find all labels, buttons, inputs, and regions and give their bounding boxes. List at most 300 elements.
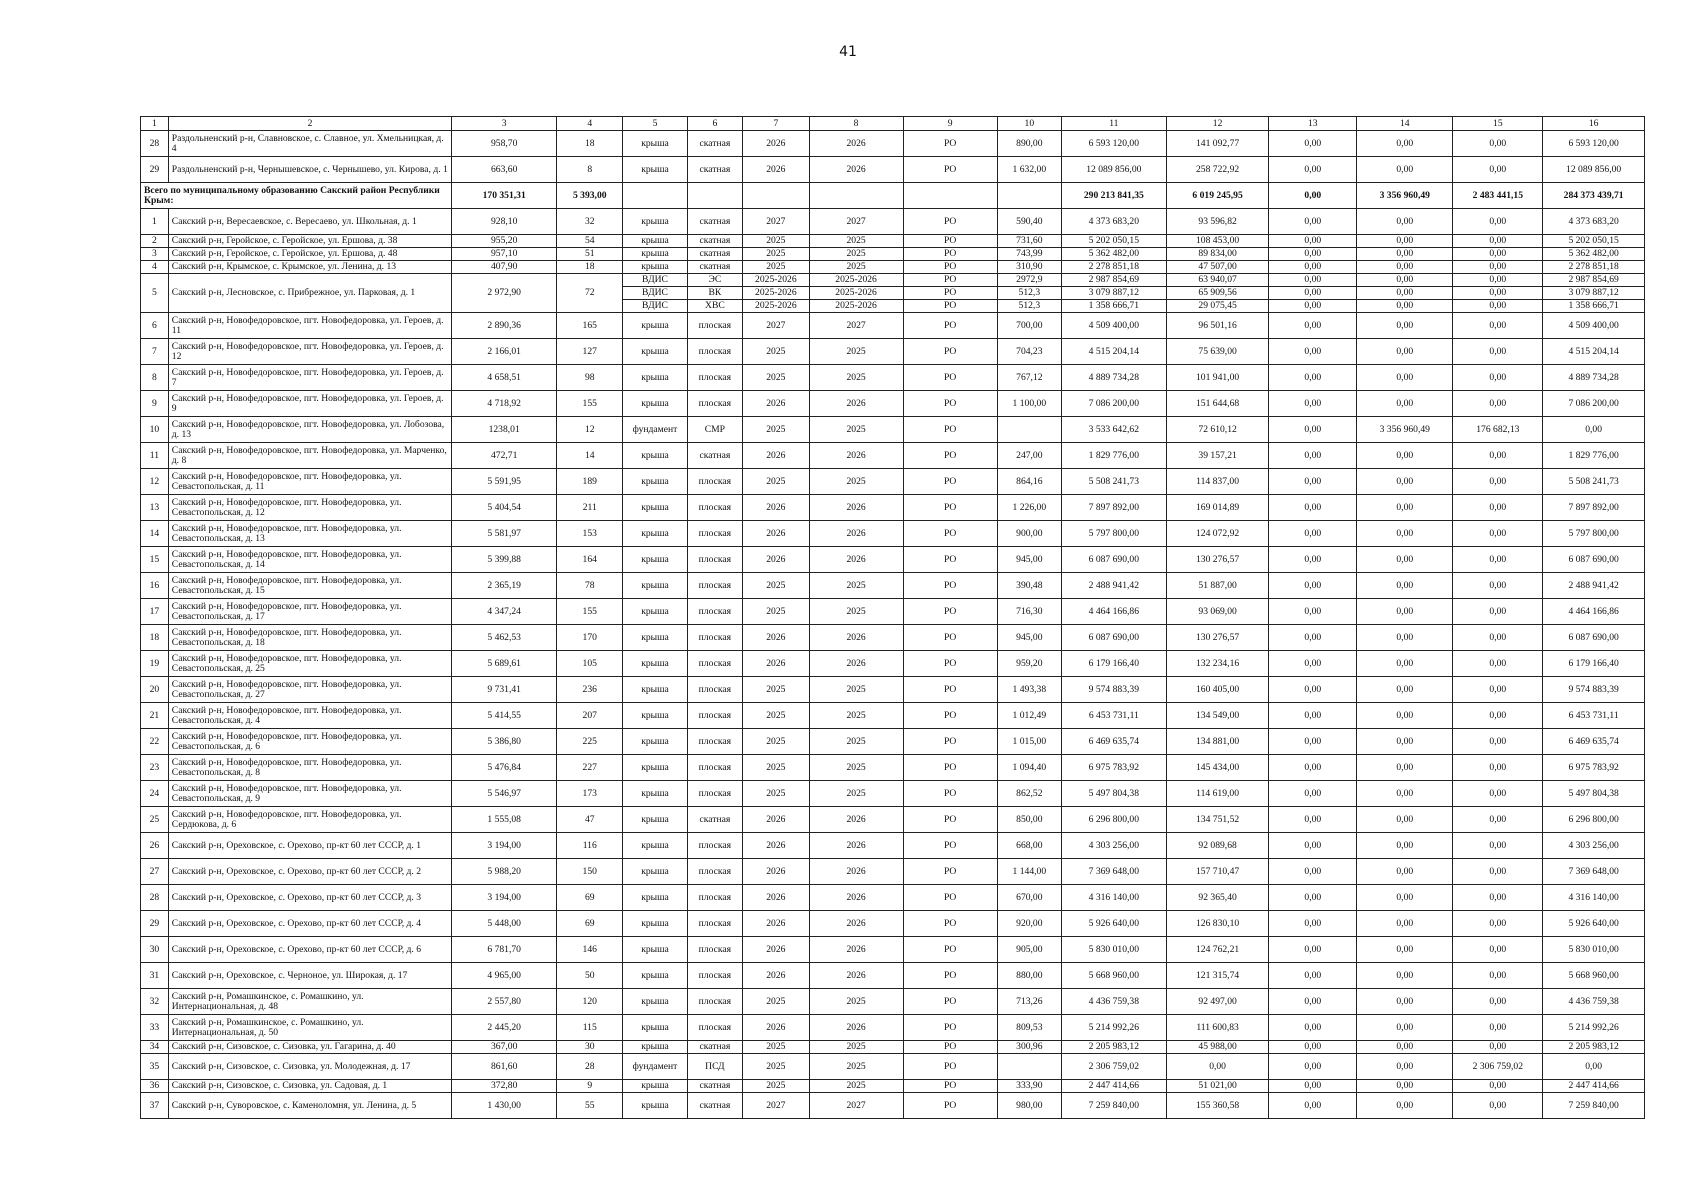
- col13-cell: 0,00: [1269, 235, 1357, 248]
- col13-cell: 0,00: [1269, 859, 1357, 885]
- col14-cell: 3 356 960,49: [1357, 417, 1453, 443]
- source-cell: РО: [903, 157, 997, 183]
- col14-cell: 0,00: [1357, 1054, 1453, 1080]
- area-cell: 472,71: [452, 443, 557, 469]
- col12-cell: 151 644,68: [1166, 391, 1269, 417]
- col14-cell: 0,00: [1357, 131, 1453, 157]
- year-end-cell: 2025: [809, 1041, 903, 1054]
- col15-cell: 0,00: [1453, 963, 1543, 989]
- kind-cell: скатная: [687, 131, 743, 157]
- year-end-cell: 2026: [809, 625, 903, 651]
- col14-cell: 0,00: [1357, 859, 1453, 885]
- source-cell: РО: [903, 391, 997, 417]
- empty-cell: [687, 183, 743, 209]
- total-cost-cell: 12 089 856,00: [1061, 157, 1166, 183]
- row-number-cell: 37: [141, 1093, 169, 1119]
- source-cell: РО: [903, 339, 997, 365]
- kind-cell: скатная: [687, 1041, 743, 1054]
- col12-cell: 63 940,07: [1166, 274, 1269, 287]
- total-cost-cell: 5 830 010,00: [1061, 937, 1166, 963]
- address-cell: Сакский р-н, Геройское, с. Геройское, ул. Ершова, д. 48: [168, 248, 451, 261]
- table-row: [141, 989, 1645, 1015]
- col12-cell: 134 881,00: [1166, 729, 1269, 755]
- volume-cell: 809,53: [997, 1015, 1061, 1041]
- kind-cell: плоская: [687, 729, 743, 755]
- col14-cell: 0,00: [1357, 469, 1453, 495]
- address-cell: Сакский р-н, Суворовское, с. Каменоломня, ул. Ленина, д. 5: [168, 1093, 451, 1119]
- residents-cell: 105: [557, 651, 623, 677]
- year-end-cell: 2026: [809, 885, 903, 911]
- volume-cell: 1 012,49: [997, 703, 1061, 729]
- row-number-cell: 18: [141, 625, 169, 651]
- year-end-cell: 2026: [809, 443, 903, 469]
- col15-cell: 0,00: [1453, 703, 1543, 729]
- year-end-cell: 2025: [809, 1054, 903, 1080]
- col14-cell: 0,00: [1357, 625, 1453, 651]
- col13-cell: 0,00: [1269, 157, 1357, 183]
- year-end-cell: 2027: [809, 1093, 903, 1119]
- col14-cell: 0,00: [1357, 703, 1453, 729]
- col13-cell: 0,00: [1269, 365, 1357, 391]
- total-cost-cell: 7 369 648,00: [1061, 859, 1166, 885]
- year-end-cell: 2026: [809, 859, 903, 885]
- year-end-cell: 2025: [809, 339, 903, 365]
- col16-cell: 6 469 635,74: [1543, 729, 1645, 755]
- col13-cell: 0,00: [1269, 300, 1357, 313]
- col12-cell: 134 751,52: [1166, 807, 1269, 833]
- col13-cell: 0,00: [1269, 1015, 1357, 1041]
- address-cell: Сакский р-н, Новофедоровское, пгт. Новофедоровка, ул. Севастопольская, д. 4: [168, 703, 451, 729]
- source-cell: РО: [903, 235, 997, 248]
- col12-cell: 114 619,00: [1166, 781, 1269, 807]
- total-cost-cell: 4 509 400,00: [1061, 313, 1166, 339]
- source-cell: РО: [903, 417, 997, 443]
- residents-cell: 211: [557, 495, 623, 521]
- col14-cell: 0,00: [1357, 573, 1453, 599]
- table-row: [141, 625, 1645, 651]
- year-start-cell: 2025-2026: [743, 274, 809, 287]
- volume-cell: 890,00: [997, 131, 1061, 157]
- area-cell: 4 965,00: [452, 963, 557, 989]
- table-row: [141, 859, 1645, 885]
- col13-cell: 0,00: [1269, 755, 1357, 781]
- element-cell: крыша: [623, 1015, 687, 1041]
- year-end-cell: 2025: [809, 261, 903, 274]
- col13-cell: 0,00: [1269, 209, 1357, 235]
- col16-total-cell: 284 373 439,71: [1543, 183, 1645, 209]
- col12-cell: 65 909,56: [1166, 287, 1269, 300]
- col13-cell: 0,00: [1269, 313, 1357, 339]
- volume-cell: 390,48: [997, 573, 1061, 599]
- col13-cell: 0,00: [1269, 651, 1357, 677]
- table-row: [141, 1093, 1645, 1119]
- source-cell: РО: [903, 1041, 997, 1054]
- col14-cell: 0,00: [1357, 1015, 1453, 1041]
- year-start-cell: 2025: [743, 755, 809, 781]
- address-cell: Сакский р-н, Новофедоровское, пгт. Новофедоровка, ул. Марченко, д. 8: [168, 443, 451, 469]
- element-cell: крыша: [623, 365, 687, 391]
- year-start-cell: 2026: [743, 833, 809, 859]
- address-cell: Сакский р-н, Вересаевское, с. Вересаево, ул. Школьная, д. 1: [168, 209, 451, 235]
- col12-cell: 124 762,21: [1166, 937, 1269, 963]
- year-start-cell: 2026: [743, 859, 809, 885]
- total-cost-cell: 5 797 800,00: [1061, 521, 1166, 547]
- source-cell: РО: [903, 729, 997, 755]
- year-end-cell: 2025: [809, 599, 903, 625]
- col16-cell: 2 447 414,66: [1543, 1080, 1645, 1093]
- col12-cell: 134 549,00: [1166, 703, 1269, 729]
- column-number-cell: 3: [452, 117, 557, 131]
- volume-cell: 850,00: [997, 807, 1061, 833]
- element-cell: крыша: [623, 521, 687, 547]
- address-cell: Сакский р-н, Новофедоровское, пгт. Новофедоровка, ул. Севастопольская, д. 12: [168, 495, 451, 521]
- residents-cell: 50: [557, 963, 623, 989]
- col14-cell: 0,00: [1357, 1080, 1453, 1093]
- year-end-cell: 2025-2026: [809, 274, 903, 287]
- address-cell: Сакский р-н, Ореховское, с. Орехово, пр-кт 60 лет СССР, д. 2: [168, 859, 451, 885]
- year-start-cell: 2025: [743, 365, 809, 391]
- year-end-cell: 2026: [809, 911, 903, 937]
- residents-cell: 170: [557, 625, 623, 651]
- total-cost-cell: 4 316 140,00: [1061, 885, 1166, 911]
- col14-cell: 0,00: [1357, 807, 1453, 833]
- source-cell: РО: [903, 547, 997, 573]
- col12-cell: 160 405,00: [1166, 677, 1269, 703]
- empty-cell: [743, 183, 809, 209]
- col15-cell: 0,00: [1453, 313, 1543, 339]
- kind-cell: плоская: [687, 963, 743, 989]
- column-number-cell: 15: [1453, 117, 1543, 131]
- area-cell: 5 988,20: [452, 859, 557, 885]
- year-end-cell: 2025: [809, 469, 903, 495]
- year-start-cell: 2027: [743, 209, 809, 235]
- col13-cell: 0,00: [1269, 963, 1357, 989]
- column-number-cell: 16: [1543, 117, 1645, 131]
- area-cell: 2 166,01: [452, 339, 557, 365]
- col14-cell: 0,00: [1357, 248, 1453, 261]
- source-cell: РО: [903, 248, 997, 261]
- volume-cell: 864,16: [997, 469, 1061, 495]
- source-cell: РО: [903, 885, 997, 911]
- kind-cell: плоская: [687, 339, 743, 365]
- element-cell: ВДИС: [623, 287, 687, 300]
- year-start-cell: 2026: [743, 443, 809, 469]
- kind-cell: плоская: [687, 937, 743, 963]
- address-cell: Сакский р-н, Новофедоровское, пгт. Новофедоровка, ул. Севастопольская, д. 25: [168, 651, 451, 677]
- element-cell: крыша: [623, 859, 687, 885]
- row-number-cell: 19: [141, 651, 169, 677]
- total-cost-cell: 5 362 482,00: [1061, 248, 1166, 261]
- year-start-cell: 2026: [743, 495, 809, 521]
- col15-cell: 0,00: [1453, 911, 1543, 937]
- row-number-cell: 34: [141, 1041, 169, 1054]
- residents-cell: 120: [557, 989, 623, 1015]
- row-number-cell: 32: [141, 989, 169, 1015]
- column-number-cell: 5: [623, 117, 687, 131]
- year-start-cell: 2025: [743, 235, 809, 248]
- source-cell: РО: [903, 755, 997, 781]
- column-number-cell: 2: [168, 117, 451, 131]
- volume-cell: 900,00: [997, 521, 1061, 547]
- col13-cell: 0,00: [1269, 261, 1357, 274]
- kind-cell: плоская: [687, 599, 743, 625]
- address-cell: Сакский р-н, Новофедоровское, пгт. Новофедоровка, ул. Героев, д. 11: [168, 313, 451, 339]
- element-cell: крыша: [623, 235, 687, 248]
- col12-cell: 130 276,57: [1166, 625, 1269, 651]
- col16-cell: 6 453 731,11: [1543, 703, 1645, 729]
- col15-cell: 0,00: [1453, 365, 1543, 391]
- area-cell: 1 555,08: [452, 807, 557, 833]
- row-number-cell: 7: [141, 339, 169, 365]
- area-cell: 407,90: [452, 261, 557, 274]
- col15-cell: 0,00: [1453, 1015, 1543, 1041]
- kind-cell: плоская: [687, 859, 743, 885]
- source-cell: РО: [903, 989, 997, 1015]
- address-cell: Сакский р-н, Ромашкинское, с. Ромашкино, ул. Интернациональная, д. 50: [168, 1015, 451, 1041]
- col14-cell: 0,00: [1357, 1093, 1453, 1119]
- kind-cell: плоская: [687, 703, 743, 729]
- residents-cell: 98: [557, 365, 623, 391]
- volume-cell: 1 094,40: [997, 755, 1061, 781]
- col14-cell: 0,00: [1357, 651, 1453, 677]
- total-cost-cell: 2 278 851,18: [1061, 261, 1166, 274]
- row-number-cell: 1: [141, 209, 169, 235]
- residents-cell: 165: [557, 313, 623, 339]
- address-cell: Сакский р-н, Новофедоровское, пгт. Новофедоровка, ул. Севастопольская, д. 27: [168, 677, 451, 703]
- year-end-cell: 2026: [809, 495, 903, 521]
- address-cell: Сакский р-н, Геройское, с. Геройское, ул. Ершова, д. 38: [168, 235, 451, 248]
- col12-cell: 108 453,00: [1166, 235, 1269, 248]
- col13-cell: 0,00: [1269, 599, 1357, 625]
- col15-cell: 0,00: [1453, 885, 1543, 911]
- year-start-cell: 2026: [743, 885, 809, 911]
- year-start-cell: 2025: [743, 599, 809, 625]
- column-number-cell: 11: [1061, 117, 1166, 131]
- kind-cell: плоская: [687, 911, 743, 937]
- source-cell: РО: [903, 599, 997, 625]
- column-number-cell: 4: [557, 117, 623, 131]
- kind-cell: плоская: [687, 989, 743, 1015]
- total-cost-cell: 4 303 256,00: [1061, 833, 1166, 859]
- col13-cell: 0,00: [1269, 391, 1357, 417]
- col16-cell: 4 316 140,00: [1543, 885, 1645, 911]
- source-cell: РО: [903, 300, 997, 313]
- year-end-cell: 2025: [809, 248, 903, 261]
- col15-cell: 0,00: [1453, 651, 1543, 677]
- year-end-cell: 2026: [809, 833, 903, 859]
- year-start-cell: 2026: [743, 157, 809, 183]
- year-end-cell: 2025: [809, 1080, 903, 1093]
- col16-cell: 5 926 640,00: [1543, 911, 1645, 937]
- element-cell: крыша: [623, 885, 687, 911]
- year-start-cell: 2025: [743, 339, 809, 365]
- row-number-cell: 24: [141, 781, 169, 807]
- residents-cell: 127: [557, 339, 623, 365]
- row-number-cell: 3: [141, 248, 169, 261]
- element-cell: крыша: [623, 339, 687, 365]
- address-cell: Сакский р-н, Новофедоровское, пгт. Новофедоровка, ул. Севастопольская, д. 14: [168, 547, 451, 573]
- volume-cell: 1 632,00: [997, 157, 1061, 183]
- row-number-cell: 28: [141, 131, 169, 157]
- volume-cell: 713,26: [997, 989, 1061, 1015]
- year-start-cell: 2025: [743, 248, 809, 261]
- element-cell: крыша: [623, 248, 687, 261]
- col16-cell: 2 278 851,18: [1543, 261, 1645, 274]
- row-number-cell: 21: [141, 703, 169, 729]
- source-cell: РО: [903, 573, 997, 599]
- area-cell: 4 718,92: [452, 391, 557, 417]
- total-cost-total-cell: 290 213 841,35: [1061, 183, 1166, 209]
- residents-cell: 225: [557, 729, 623, 755]
- total-cost-cell: 6 087 690,00: [1061, 625, 1166, 651]
- residents-cell: 173: [557, 781, 623, 807]
- year-start-cell: 2026: [743, 937, 809, 963]
- row-number-cell: 9: [141, 391, 169, 417]
- col15-cell: 0,00: [1453, 157, 1543, 183]
- volume-cell: 716,30: [997, 599, 1061, 625]
- element-cell: ВДИС: [623, 300, 687, 313]
- source-cell: РО: [903, 1093, 997, 1119]
- col13-cell: 0,00: [1269, 469, 1357, 495]
- kind-cell: плоская: [687, 495, 743, 521]
- row-number-cell: 26: [141, 833, 169, 859]
- row-number-cell: 29: [141, 157, 169, 183]
- kind-cell: плоская: [687, 521, 743, 547]
- element-cell: крыша: [623, 1080, 687, 1093]
- source-cell: РО: [903, 469, 997, 495]
- col14-cell: 0,00: [1357, 274, 1453, 287]
- col16-cell: 4 464 166,86: [1543, 599, 1645, 625]
- kind-cell: ЭС: [687, 274, 743, 287]
- row-number-cell: 20: [141, 677, 169, 703]
- row-number-cell: 12: [141, 469, 169, 495]
- kind-cell: скатная: [687, 1080, 743, 1093]
- table-row: [141, 573, 1645, 599]
- residents-cell: 227: [557, 755, 623, 781]
- col12-cell: 141 092,77: [1166, 131, 1269, 157]
- year-end-cell: 2026: [809, 157, 903, 183]
- total-cost-cell: 5 926 640,00: [1061, 911, 1166, 937]
- col13-cell: 0,00: [1269, 1093, 1357, 1119]
- row-number-cell: 31: [141, 963, 169, 989]
- address-cell: Сакский р-н, Новофедоровское, пгт. Новофедоровка, ул. Севастопольская, д. 18: [168, 625, 451, 651]
- col15-cell: 0,00: [1453, 937, 1543, 963]
- table-row: [141, 963, 1645, 989]
- col13-cell: 0,00: [1269, 885, 1357, 911]
- kind-cell: скатная: [687, 807, 743, 833]
- column-number-cell: 8: [809, 117, 903, 131]
- residents-cell: 155: [557, 599, 623, 625]
- col13-cell: 0,00: [1269, 807, 1357, 833]
- row-number-cell: 16: [141, 573, 169, 599]
- col12-cell: 47 507,00: [1166, 261, 1269, 274]
- source-cell: РО: [903, 274, 997, 287]
- col13-cell: 0,00: [1269, 443, 1357, 469]
- col13-cell: 0,00: [1269, 339, 1357, 365]
- col15-cell: 0,00: [1453, 235, 1543, 248]
- col13-cell: 0,00: [1269, 131, 1357, 157]
- source-cell: РО: [903, 781, 997, 807]
- col13-cell: 0,00: [1269, 274, 1357, 287]
- year-end-cell: 2026: [809, 547, 903, 573]
- col15-cell: 0,00: [1453, 677, 1543, 703]
- col15-cell: 0,00: [1453, 859, 1543, 885]
- total-cost-cell: 4 436 759,38: [1061, 989, 1166, 1015]
- area-cell: 5 404,54: [452, 495, 557, 521]
- source-cell: РО: [903, 937, 997, 963]
- element-cell: крыша: [623, 755, 687, 781]
- volume-cell: 980,00: [997, 1093, 1061, 1119]
- year-end-cell: 2027: [809, 209, 903, 235]
- col14-cell: 0,00: [1357, 209, 1453, 235]
- kind-cell: скатная: [687, 235, 743, 248]
- col16-cell: 6 296 800,00: [1543, 807, 1645, 833]
- col15-cell: 0,00: [1453, 807, 1543, 833]
- kind-cell: плоская: [687, 781, 743, 807]
- table-row: [141, 833, 1645, 859]
- year-start-cell: 2025: [743, 261, 809, 274]
- total-residents-cell: 5 393,00: [557, 183, 623, 209]
- col13-cell: 0,00: [1269, 729, 1357, 755]
- col16-cell: 6 593 120,00: [1543, 131, 1645, 157]
- col12-cell: 132 234,16: [1166, 651, 1269, 677]
- year-end-cell: 2025-2026: [809, 287, 903, 300]
- source-cell: РО: [903, 859, 997, 885]
- col16-cell: 4 303 256,00: [1543, 833, 1645, 859]
- year-end-cell: 2027: [809, 313, 903, 339]
- total-cost-cell: 6 179 166,40: [1061, 651, 1166, 677]
- volume-cell: 959,20: [997, 651, 1061, 677]
- kind-cell: плоская: [687, 885, 743, 911]
- col15-cell: 0,00: [1453, 339, 1543, 365]
- col15-cell: 0,00: [1453, 755, 1543, 781]
- empty-cell: [997, 183, 1061, 209]
- col13-cell: 0,00: [1269, 287, 1357, 300]
- col15-cell: 0,00: [1453, 287, 1543, 300]
- kind-cell: плоская: [687, 469, 743, 495]
- col15-cell: 0,00: [1453, 599, 1543, 625]
- year-end-cell: 2025: [809, 573, 903, 599]
- row-number-cell: 11: [141, 443, 169, 469]
- area-cell: 9 731,41: [452, 677, 557, 703]
- col15-cell: 0,00: [1453, 209, 1543, 235]
- year-end-cell: 2025: [809, 365, 903, 391]
- column-number-cell: 6: [687, 117, 743, 131]
- col15-cell: 0,00: [1453, 989, 1543, 1015]
- col13-cell: 0,00: [1269, 703, 1357, 729]
- total-cost-cell: 5 202 050,15: [1061, 235, 1166, 248]
- total-cost-cell: 4 515 204,14: [1061, 339, 1166, 365]
- table-row: [141, 495, 1645, 521]
- residents-cell: 189: [557, 469, 623, 495]
- col13-cell: 0,00: [1269, 495, 1357, 521]
- col12-cell: 51 021,00: [1166, 1080, 1269, 1093]
- row-number-cell: 30: [141, 937, 169, 963]
- residents-cell: 69: [557, 885, 623, 911]
- col15-cell: 0,00: [1453, 521, 1543, 547]
- table-row: [141, 313, 1645, 339]
- area-cell: 5 399,88: [452, 547, 557, 573]
- address-cell: Раздольненский р-н, Чернышевское, с. Чернышево, ул. Кирова, д. 1: [168, 157, 451, 183]
- year-end-cell: 2025: [809, 703, 903, 729]
- row-number-cell: 13: [141, 495, 169, 521]
- element-cell: крыша: [623, 547, 687, 573]
- volume-cell: 333,90: [997, 1080, 1061, 1093]
- kind-cell: скатная: [687, 248, 743, 261]
- col12-cell: 169 014,89: [1166, 495, 1269, 521]
- col15-cell: 0,00: [1453, 391, 1543, 417]
- volume-cell: 700,00: [997, 313, 1061, 339]
